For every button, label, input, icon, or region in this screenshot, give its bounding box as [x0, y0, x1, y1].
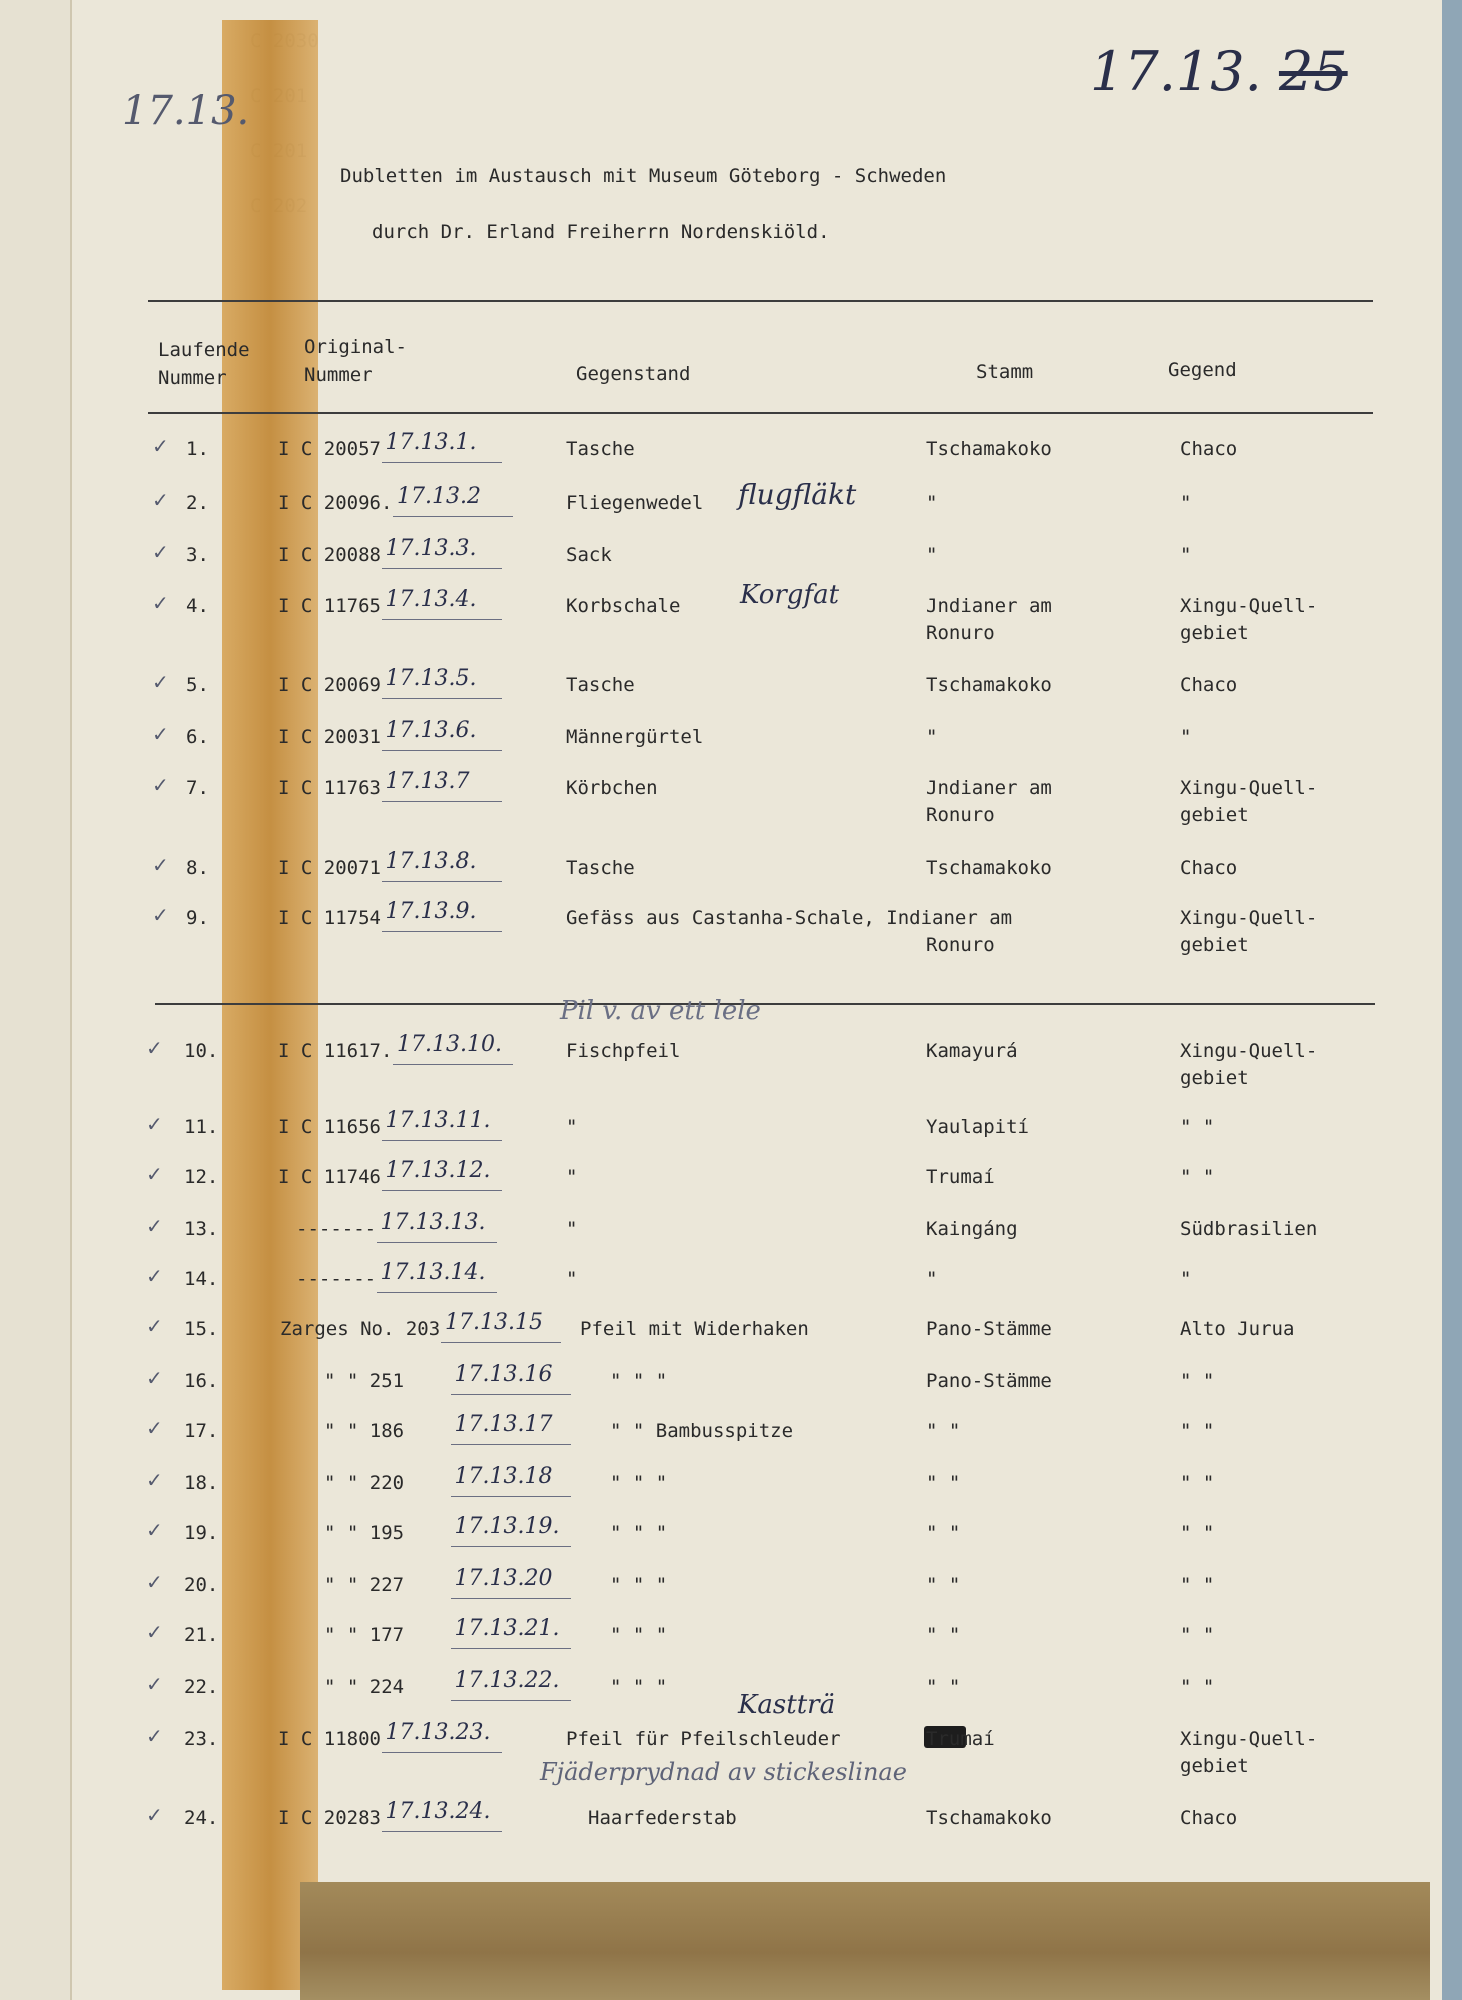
header-laufende-nummer: Laufende Nummer — [158, 339, 250, 389]
row-number: 6. — [186, 726, 209, 748]
handwritten-inventory-number: 17.13.2 — [397, 484, 481, 509]
item-description: Gefäss aus Castanha-Schale, Indianer am — [566, 907, 1013, 929]
region: " " — [1180, 1624, 1215, 1646]
tape-strip — [222, 20, 318, 1990]
original-number: ------- — [296, 1268, 377, 1290]
region: " " — [1180, 1522, 1215, 1544]
handwritten-inventory-number: 17.13.14. — [380, 1260, 486, 1285]
check-mark-icon: ✓ — [146, 1724, 163, 1748]
title-line-1: Dubletten im Austausch mit Museum Göteborg - Schweden — [340, 165, 947, 187]
handwritten-inventory-number: 17.13.3. — [385, 536, 477, 561]
check-mark-icon: ✓ — [146, 1314, 163, 1338]
region: " " — [1180, 1472, 1215, 1494]
item-description: " " " — [610, 1676, 668, 1698]
check-mark-icon: ✓ — [146, 1468, 163, 1492]
check-mark-icon: ✓ — [146, 1570, 163, 1594]
header-rule-bottom — [148, 412, 1373, 414]
margin-note: 17.13. — [122, 88, 250, 134]
check-mark-icon: ✓ — [146, 1416, 163, 1440]
original-number: I C 11617. — [278, 1040, 393, 1062]
header-gegenstand: Gegenstand — [576, 363, 691, 385]
region: Alto Jurua — [1180, 1318, 1295, 1340]
section-rule — [155, 1003, 1375, 1005]
region-line-2: gebiet — [1180, 804, 1249, 826]
tribe: Tschamakoko — [926, 1807, 1052, 1829]
original-number: " " 227 — [324, 1574, 405, 1596]
region: Chaco — [1180, 857, 1238, 879]
check-mark-icon: ✓ — [152, 773, 169, 797]
handwritten-inventory-number: 17.13.9. — [385, 899, 477, 924]
row-number: 9. — [186, 907, 209, 929]
row-number: 5. — [186, 674, 209, 696]
row-number: 20. — [184, 1574, 219, 1596]
check-mark-icon: ✓ — [146, 1214, 163, 1238]
region: Xingu-Quell- — [1180, 595, 1318, 617]
original-number: " " 220 — [324, 1472, 405, 1494]
tribe: " " — [926, 1522, 961, 1544]
handwritten-underline — [393, 1064, 513, 1065]
header-gegend: Gegend — [1168, 359, 1237, 381]
tribe: Pano-Stämme — [926, 1318, 1052, 1340]
original-number: ------- — [296, 1218, 377, 1240]
handwritten-underline — [451, 1700, 571, 1701]
region: " — [1180, 1268, 1192, 1290]
mount-strip — [300, 1882, 1430, 2000]
tribe: " — [926, 726, 938, 748]
handwritten-inventory-number: 17.13.19. — [454, 1514, 560, 1539]
item-description: " " " — [610, 1574, 668, 1596]
tribe-line-2: Ronuro — [926, 934, 995, 956]
row-number: 3. — [186, 544, 209, 566]
check-mark-icon: ✓ — [146, 1672, 163, 1696]
row-number: 17. — [184, 1420, 219, 1442]
handwritten-underline — [382, 462, 502, 463]
handwritten-inventory-number: 17.13.1. — [385, 430, 477, 455]
handwritten-underline — [382, 1831, 502, 1832]
document-title — [340, 148, 946, 260]
tribe: Jndianer am — [926, 777, 1052, 799]
item-description: Männergürtel — [566, 726, 704, 748]
item-description: " " Bambusspitze — [610, 1420, 794, 1442]
check-mark-icon: ✓ — [146, 1620, 163, 1644]
region: Südbrasilien — [1180, 1218, 1318, 1240]
handwritten-inventory-number: 17.13.7 — [385, 769, 470, 794]
row-number: 15. — [184, 1318, 219, 1340]
tribe: " " — [926, 1420, 961, 1442]
tribe: Tschamakoko — [926, 438, 1052, 460]
row-number: 22. — [184, 1676, 219, 1698]
handwritten-underline — [377, 1242, 497, 1243]
tribe: " " — [926, 1574, 961, 1596]
handwritten-underline — [382, 568, 502, 569]
handwritten-underline — [382, 881, 502, 882]
check-mark-icon: ✓ — [152, 722, 169, 746]
item-description: Fliegenwedel — [566, 492, 704, 514]
handwritten-inventory-number: 17.13.12. — [385, 1158, 491, 1183]
original-number: " " 251 — [324, 1370, 405, 1392]
region: " " — [1180, 1420, 1215, 1442]
original-number: I C 11763 — [278, 777, 381, 799]
row-number: 10. — [184, 1040, 219, 1062]
region: Xingu-Quell- — [1180, 777, 1318, 799]
tribe: " " — [926, 1624, 961, 1646]
check-mark-icon: ✓ — [146, 1112, 163, 1136]
item-description: Tasche — [566, 438, 635, 460]
item-description: Korbschale — [566, 595, 681, 617]
original-number: I C 20096. — [278, 492, 393, 514]
handwritten-underline — [382, 750, 502, 751]
original-number: I C 11656 — [278, 1116, 381, 1138]
item-description: Sack — [566, 544, 612, 566]
handwritten-underline — [382, 1190, 502, 1191]
row-number: 12. — [184, 1166, 219, 1188]
handwritten-underline — [382, 1140, 502, 1141]
item-description: Haarfederstab — [588, 1807, 737, 1829]
original-number: I C 20057 — [278, 438, 381, 460]
region: Xingu-Quell- — [1180, 1728, 1318, 1750]
check-mark-icon: ✓ — [152, 853, 169, 877]
item-description: Fischpfeil — [566, 1040, 681, 1062]
region-line-2: gebiet — [1180, 1755, 1249, 1777]
tribe-line-2: Ronuro — [926, 804, 995, 826]
original-number: I C 20283 — [278, 1807, 381, 1829]
original-number: I C 20069 — [278, 674, 381, 696]
tribe: Yaulapití — [926, 1116, 1029, 1138]
header-rule-top — [148, 300, 1373, 302]
row-number: 2. — [186, 492, 209, 514]
handwritten-inventory-number: 17.13.16 — [454, 1362, 553, 1387]
handwritten-inventory-number: 17.13.15 — [445, 1310, 543, 1335]
original-number: I C 20071 — [278, 857, 381, 879]
tribe: " — [926, 492, 938, 514]
check-mark-icon: ✓ — [146, 1036, 163, 1060]
row-number: 4. — [186, 595, 209, 617]
tribe: Jndianer am — [926, 595, 1052, 617]
tribe: Trumaí — [926, 1166, 995, 1188]
annotation-row10: Pil v. av ett lele — [560, 996, 761, 1026]
row-number: 14. — [184, 1268, 219, 1290]
handwritten-underline — [451, 1496, 571, 1497]
region-line-2: gebiet — [1180, 622, 1249, 644]
tribe: Kaingáng — [926, 1218, 1018, 1240]
item-description: " " " — [610, 1624, 668, 1646]
annotation-row2: flugfläkt — [738, 478, 857, 511]
handwritten-underline — [451, 1546, 571, 1547]
check-mark-icon: ✓ — [152, 591, 169, 615]
handwritten-inventory-number: 17.13.23. — [385, 1720, 491, 1745]
handwritten-underline — [382, 619, 502, 620]
handwritten-inventory-number: 17.13.18 — [454, 1464, 553, 1489]
original-number: I C 11754 — [278, 907, 381, 929]
row-number: 1. — [186, 438, 209, 460]
tribe-line-2: Ronuro — [926, 622, 995, 644]
region: " " — [1180, 1166, 1215, 1188]
tribe: " " — [926, 1676, 961, 1698]
region: " — [1180, 544, 1192, 566]
item-description: " " " — [610, 1522, 668, 1544]
region: " — [1180, 492, 1192, 514]
tribe: " " — [926, 1472, 961, 1494]
handwritten-inventory-number: 17.13.17 — [454, 1412, 553, 1437]
original-number: I C 20031 — [278, 726, 381, 748]
item-description: Pfeil mit Widerhaken — [580, 1318, 809, 1340]
handwritten-inventory-number: 17.13.21. — [454, 1616, 560, 1641]
title-line-2: durch Dr. Erland Freiherrn Nordenskiöld. — [372, 221, 830, 243]
annotation-row23-below: Fjäderprydnad av stickeslinae — [540, 1758, 907, 1786]
item-description: " — [566, 1268, 578, 1290]
row-number: 24. — [184, 1807, 219, 1829]
handwritten-underline — [441, 1342, 561, 1343]
handwritten-underline — [382, 801, 502, 802]
region: " " — [1180, 1676, 1215, 1698]
check-mark-icon: ✓ — [152, 903, 169, 927]
region: " " — [1180, 1370, 1215, 1392]
annotation-row4: Korgfat — [740, 580, 840, 610]
row-number: 13. — [184, 1218, 219, 1240]
check-mark-icon: ✓ — [146, 1162, 163, 1186]
row-number: 18. — [184, 1472, 219, 1494]
struck-number: 25 — [1278, 40, 1348, 103]
row-number: 16. — [184, 1370, 219, 1392]
handwritten-underline — [382, 698, 502, 699]
item-description: " — [566, 1218, 578, 1240]
region: " " — [1180, 1574, 1215, 1596]
check-mark-icon: ✓ — [152, 434, 169, 458]
handwritten-inventory-number: 17.13.10. — [397, 1032, 502, 1057]
original-number: " " 195 — [324, 1522, 405, 1544]
tribe: Pano-Stämme — [926, 1370, 1052, 1392]
check-mark-icon: ✓ — [152, 670, 169, 694]
region: " " — [1180, 1116, 1215, 1138]
item-description: Pfeil für Pfeilschleuder — [566, 1728, 841, 1750]
region-line-2: gebiet — [1180, 934, 1249, 956]
handwritten-underline — [451, 1648, 571, 1649]
check-mark-icon: ✓ — [146, 1366, 163, 1390]
item-description: Tasche — [566, 674, 635, 696]
check-mark-icon: ✓ — [152, 488, 169, 512]
handwritten-underline — [451, 1394, 571, 1395]
handwritten-underline — [382, 1752, 502, 1753]
tribe: Tschamakoko — [926, 857, 1052, 879]
tribe: " — [926, 1268, 938, 1290]
annotation-row23-above: Kastträ — [738, 1690, 836, 1720]
original-number: Zarges No. 203 — [280, 1318, 441, 1340]
corner-number: 17.13. 25 — [1090, 40, 1348, 103]
tribe: Kamayurá — [926, 1040, 1018, 1062]
row-number: 11. — [184, 1116, 219, 1138]
row-number: 7. — [186, 777, 209, 799]
original-number: " " 177 — [324, 1624, 405, 1646]
check-mark-icon: ✓ — [146, 1803, 163, 1827]
row-number: 21. — [184, 1624, 219, 1646]
handwritten-underline — [382, 931, 502, 932]
handwritten-underline — [377, 1292, 497, 1293]
item-description: " " " — [610, 1370, 668, 1392]
tribe: Tschamakoko — [926, 674, 1052, 696]
handwritten-underline — [451, 1598, 571, 1599]
check-mark-icon: ✓ — [152, 540, 169, 564]
original-number: " " 224 — [324, 1676, 405, 1698]
handwritten-inventory-number: 17.13.20 — [454, 1566, 553, 1591]
original-number: I C 11746 — [278, 1166, 381, 1188]
row-number: 23. — [184, 1728, 219, 1750]
original-number: I C 11800 — [278, 1728, 381, 1750]
row-number: 19. — [184, 1522, 219, 1544]
header-original-nummer: Original- Nummer — [304, 336, 407, 386]
check-mark-icon: ✓ — [146, 1518, 163, 1542]
handwritten-inventory-number: 17.13.24. — [385, 1799, 491, 1824]
tribe: Trumaí — [926, 1728, 995, 1750]
check-mark-icon: ✓ — [146, 1264, 163, 1288]
item-description: Körbchen — [566, 777, 658, 799]
item-description: " — [566, 1166, 578, 1188]
original-number: I C 11765 — [278, 595, 381, 617]
original-number: " " 186 — [324, 1420, 405, 1442]
row-number: 8. — [186, 857, 209, 879]
item-description: Tasche — [566, 857, 635, 879]
region: " — [1180, 726, 1192, 748]
handwritten-inventory-number: 17.13.5. — [385, 666, 477, 691]
original-number: I C 20088 — [278, 544, 381, 566]
header-stamm: Stamm — [976, 361, 1034, 383]
handwritten-underline — [451, 1444, 571, 1445]
handwritten-inventory-number: 17.13.11. — [385, 1108, 491, 1133]
handwritten-inventory-number: 17.13.4. — [385, 587, 477, 612]
handwritten-inventory-number: 17.13.6. — [385, 718, 477, 743]
handwritten-underline — [393, 516, 513, 517]
handwritten-inventory-number: 17.13.22. — [454, 1668, 560, 1693]
item-description: " — [566, 1116, 578, 1138]
handwritten-inventory-number: 17.13.13. — [380, 1210, 486, 1235]
region: Chaco — [1180, 1807, 1238, 1829]
item-description: " " " — [610, 1472, 668, 1494]
region: Xingu-Quell- — [1180, 907, 1318, 929]
region: Chaco — [1180, 674, 1238, 696]
region: Xingu-Quell- — [1180, 1040, 1318, 1062]
handwritten-inventory-number: 17.13.8. — [385, 849, 477, 874]
region: Chaco — [1180, 438, 1238, 460]
tribe: " — [926, 544, 938, 566]
region-line-2: gebiet — [1180, 1067, 1249, 1089]
